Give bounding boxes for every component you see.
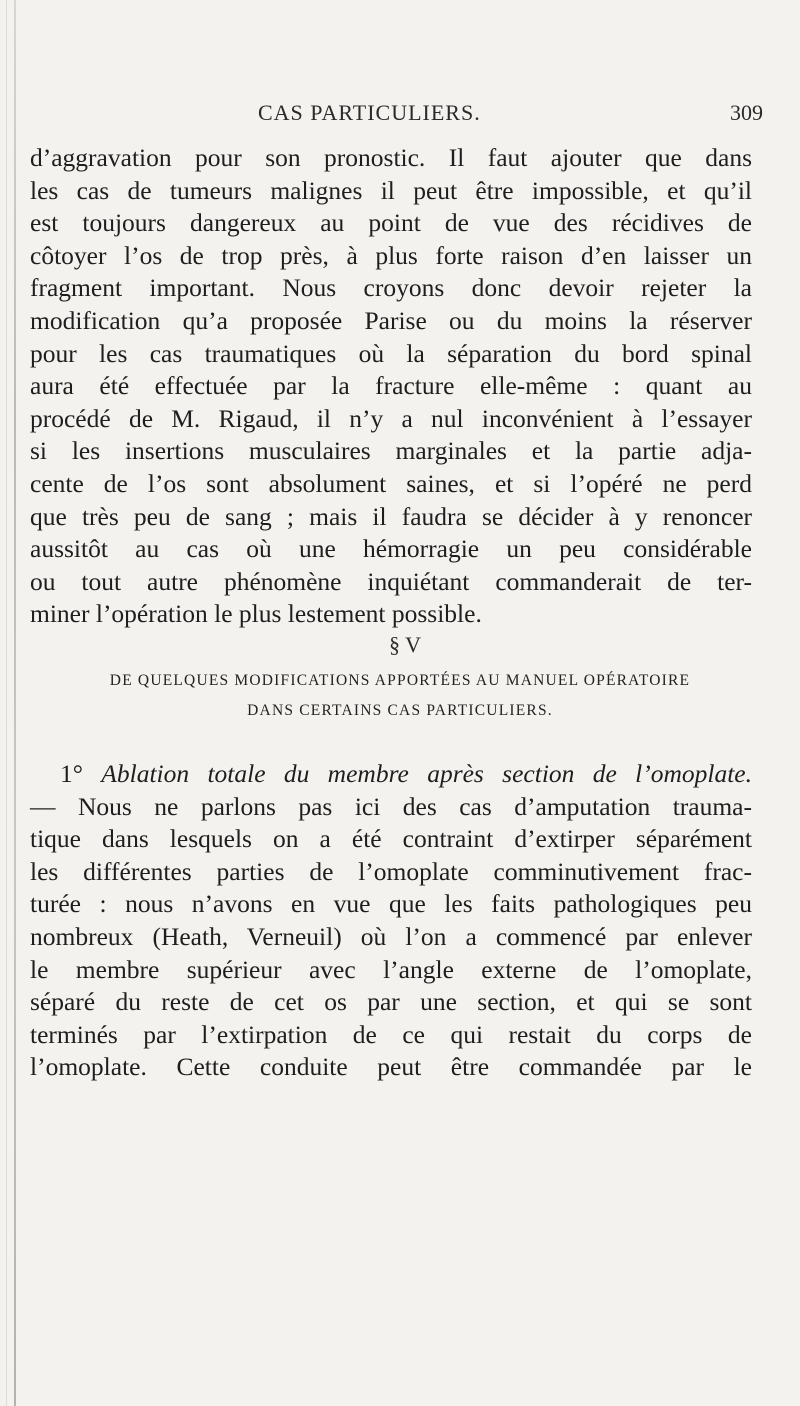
text-line: miner l’opération le plus lestement possible. — [30, 599, 482, 629]
text-line: turée : nous n’avons en vue que les faits pathologiques peu — [30, 889, 752, 919]
text-line: modification qu’a proposée Parise ou du moins la réserver — [30, 305, 752, 335]
text-line: fragment important. Nous croyons donc devoir rejeter la — [30, 273, 752, 303]
text-line: les cas de tumeurs malignes il peut être impossible, et qu’il — [30, 175, 752, 205]
text-line: les différentes parties de l’omoplate comminutivement frac- — [30, 856, 752, 886]
text-line: côtoyer l’os de trop près, à plus forte raison d’en laisser un — [30, 240, 752, 270]
text-line: nombreux (Heath, Verneuil) où l’on a commencé par enlever — [30, 921, 752, 951]
text-line: terminés par l’extirpation de ce qui restait du corps de — [30, 1019, 752, 1049]
text-line: ou tout autre phénomène inquiétant commanderait de ter- — [30, 566, 752, 596]
running-head — [0, 100, 800, 130]
text-line: cente de l’os sont absolument saines, et si l’opéré ne perd — [30, 468, 752, 498]
text-line: pour les cas traumatiques où la séparation du bord spinal — [30, 338, 752, 368]
text-line: aura été effectuée par la fracture elle-même : quant au — [30, 371, 752, 401]
section-heading-line-1: DE QUELQUES MODIFICATIONS APPORTÉES AU MANUEL OPÉRATOIRE — [109, 672, 691, 689]
subsection-number: 1° — [60, 759, 83, 788]
text-line: est toujours dangereux au point de vue des récidives de — [30, 208, 752, 238]
text-line: tique dans lesquels on a été contraint d’extirper séparément — [30, 824, 752, 854]
page-number: 309 — [730, 100, 763, 125]
text-line: le membre supérieur avec l’angle externe de l’omoplate, — [30, 954, 752, 984]
subsection-title-line — [30, 758, 752, 791]
section-heading-line-2: DANS CERTAINS CAS PARTICULIERS. — [247, 702, 553, 719]
text-line: l’omoplate. Cette conduite peut être commandée par le — [30, 1052, 752, 1082]
paragraph-2 — [30, 758, 752, 1084]
text-line: séparé du reste de cet os par une section, et qui se sont — [30, 987, 752, 1017]
section-mark: § V — [389, 632, 421, 657]
running-title: CAS PARTICULIERS. — [258, 100, 481, 125]
paragraph-1 — [30, 142, 752, 631]
text-line: procédé de M. Rigaud, il n’y a nul inconvénient à l’essayer — [30, 403, 752, 433]
subsection-title: Ablation totale du membre après section de l’omoplate. — [101, 759, 752, 788]
text-line: que très peu de sang ; mais il faudra se décider à y renoncer — [30, 501, 752, 531]
text-line: d’aggravation pour son pronostic. Il faut ajouter que dans — [30, 143, 752, 172]
text-line: — Nous ne parlons pas ici des cas d’amputation trauma- — [30, 791, 752, 821]
text-line: si les insertions musculaires marginales et la partie adja- — [30, 436, 752, 466]
text-line: aussitôt au cas où une hémorragie un peu considérable — [30, 534, 752, 564]
